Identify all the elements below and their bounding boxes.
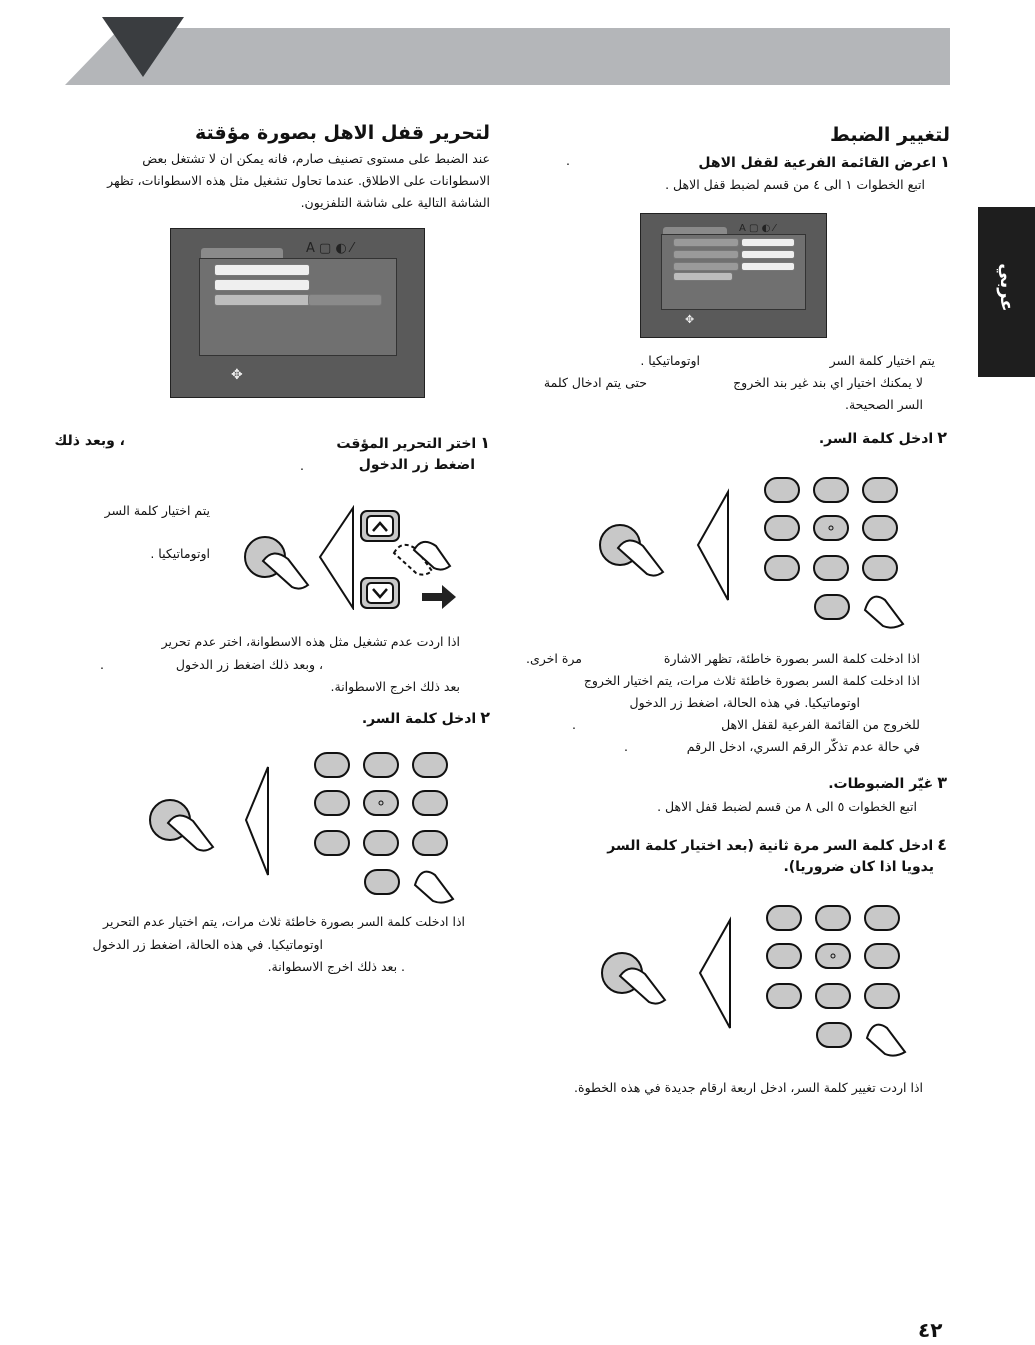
left-screen-icons: A ▢ ◐ ⁄ — [306, 241, 354, 256]
left-step1-number: ١ — [480, 433, 490, 452]
right-step1-text: اتبع الخطوات ١ الى ٤ من قسم لضبط قفل الاهل . — [665, 177, 925, 192]
left-screen-row-1 — [214, 264, 310, 276]
right-step4-number: ٤ — [937, 835, 947, 854]
left-step1-heading — [336, 433, 490, 452]
left-step2-number: ٢ — [480, 708, 490, 727]
right-note2-c: السر الصحيحة. — [844, 397, 923, 412]
left-screen-row-3 — [214, 294, 310, 306]
right-screen-row-4 — [673, 272, 733, 281]
right-step1-title: اعرض القائمة الفرعية لقفل الاهل — [698, 155, 937, 171]
left-note-a: يتم اختيار كلمة السر — [104, 503, 210, 518]
right-warning4-a: في حالة عدم تذكّر الرقم السري، ادخل الرقم — [686, 739, 920, 754]
right-keypad-illustration-1 — [590, 470, 920, 630]
left-intro-1: عند الضبط على مستوى تصنيف صارم، فانه يمكن ان لا تشتغل بعض — [142, 151, 490, 166]
right-warning4-b: . — [624, 739, 628, 754]
right-note1-a: يتم اختيار كلمة السر — [829, 353, 935, 368]
right-step3-number: ٣ — [937, 773, 947, 792]
right-screen-icons: A ▢ ◐ ⁄ — [739, 223, 776, 234]
left-para2-c: . بعد ذلك اخرج الاسطوانة. — [267, 959, 405, 974]
left-para1-dot: . — [100, 657, 104, 672]
header-band — [65, 28, 950, 85]
right-screen-tab — [663, 227, 727, 234]
left-screen-row-3-value — [308, 294, 382, 306]
right-step2-title: ادخل كلمة السر. — [818, 431, 934, 447]
right-warning2-a: اذا ادخلت كلمة السر بصورة خاطئة ثلاث مرات، يتم اختيار الخروج — [583, 673, 920, 688]
left-intro-2: الاسطوانات على الاطلاق. عندما تحاول تشغيل مثل هذه الاسطوانات، تظهر — [107, 173, 490, 188]
right-note1-b: اوتوماتيكيا . — [640, 353, 700, 368]
left-screen-row-2 — [214, 279, 310, 291]
right-note2-a: لا يمكنك اختيار اي بند غير بند الخروج — [733, 375, 923, 390]
left-tv-screen — [170, 228, 425, 398]
left-step1-title: اختر التحرير المؤقت — [336, 436, 477, 452]
right-step4-title-b: يدويا اذا كان ضروريا). — [783, 859, 934, 875]
right-step2-number: ٢ — [937, 428, 947, 447]
right-screen-row-3 — [673, 262, 739, 271]
left-step1-dot: . — [300, 458, 304, 473]
right-step3-title: غيّر الضبوطات. — [828, 776, 934, 792]
right-step1-heading — [698, 152, 950, 171]
left-step2-heading — [362, 708, 490, 727]
right-warning3-b: . — [572, 717, 576, 732]
header-triangle-icon — [102, 17, 184, 79]
right-final-note: اذا اردت تغيير كلمة السر، ادخل اربعة ارقام جديدة في هذه الخطوة. — [574, 1080, 923, 1095]
left-para2-b: اوتوماتيكيا. في هذه الحالة، اضغط زر الدخول — [92, 937, 323, 952]
right-step2-heading — [819, 428, 947, 447]
right-title: لتغيير الضبط — [829, 124, 950, 146]
right-step1-number: ١ — [940, 152, 950, 171]
right-tv-screen — [640, 213, 827, 338]
right-step4-heading — [607, 835, 947, 854]
left-updown-illustration — [238, 505, 460, 610]
left-para1-a: اذا اردت عدم تشغيل مثل هذه الاسطوانة، اختر عدم تحرير — [161, 634, 460, 649]
left-screen-tab — [201, 248, 283, 258]
right-screen-row-1 — [673, 238, 739, 247]
left-note-b: اوتوماتيكيا . — [150, 546, 210, 561]
right-step1-dot: . — [566, 153, 570, 168]
left-step1-suffix: ، وبعد ذلك — [54, 433, 125, 449]
right-step3-text: اتبع الخطوات ٥ الى ٨ من قسم لضبط قفل الاهل . — [657, 799, 917, 814]
right-warning2-b: اوتوماتيكيا. في هذه الحالة، اضغط زر الدخول — [629, 695, 860, 710]
left-para1-c: بعد ذلك اخرج الاسطوانة. — [330, 679, 460, 694]
left-intro-3: الشاشة التالية على شاشة التلفزيون. — [300, 195, 490, 210]
right-screen-row-1-value — [741, 238, 795, 247]
right-screen-nav-icon: ✥ — [685, 313, 695, 326]
right-step3-heading — [828, 773, 947, 792]
right-warning3-a: للخروج من القائمة الفرعية لقفل الاهل — [721, 717, 920, 732]
left-step2-title: ادخل كلمة السر. — [361, 711, 477, 727]
language-side-tab — [978, 207, 1035, 377]
right-screen-row-2-value — [741, 250, 795, 259]
right-warning1-a: اذا ادخلت كلمة السر بصورة خاطئة، تظهر الاشارة — [663, 651, 920, 666]
right-screen-row-2 — [673, 250, 739, 259]
language-label: عربي — [996, 263, 1017, 312]
left-para1-b: ، وبعد ذلك اضغط زر الدخول — [175, 657, 323, 672]
right-warning1-b: مرة اخرى. — [526, 651, 582, 666]
page-number: ٤٢ — [918, 1318, 943, 1342]
left-title: لتحرير قفل الاهل بصورة مؤقتة — [194, 122, 490, 144]
right-note2-b: حتى يتم ادخال كلمة — [543, 375, 647, 390]
left-keypad-illustration — [140, 745, 470, 905]
left-screen-nav-icon: ✥ — [231, 367, 243, 383]
left-step1-line2: اضغط زر الدخول — [358, 457, 475, 473]
right-step4-title-a: ادخل كلمة السر مرة ثانية (بعد اختيار كلمة السر — [607, 838, 934, 854]
right-keypad-illustration-2 — [592, 898, 922, 1058]
left-para2-a: اذا ادخلت كلمة السر بصورة خاطئة ثلاث مرات، يتم اختيار عدم التحرير — [103, 914, 465, 929]
right-screen-row-3-value — [741, 262, 795, 271]
